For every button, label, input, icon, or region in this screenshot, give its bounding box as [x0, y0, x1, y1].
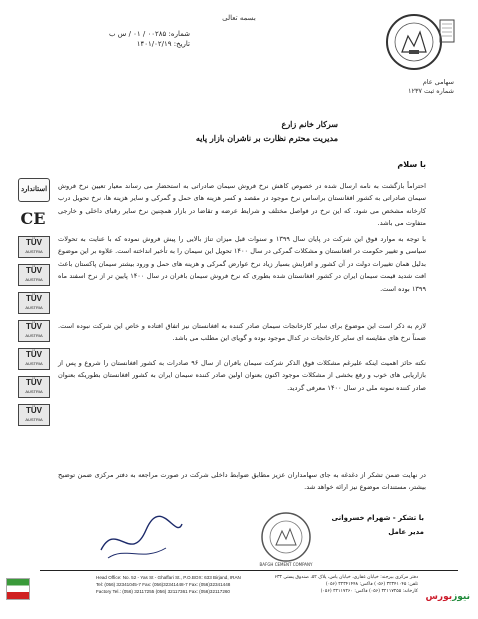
footer-divider	[40, 570, 458, 571]
footer-fa-address: دفتر مرکزی بیرجند: خیابان غفاری، خیابان یاس، پلاک ۵۲، صندوق پستی ۶۳۳	[274, 575, 418, 580]
stamp-line-registration: شماره ثبت ۱۲۳۷	[408, 87, 454, 95]
body-paragraph-3: لازم به ذکر است این موضوع برای سایر کارخانجات سیمان صادر کننده به افغانستان نیز اتفاق افتاده و خاص این شرکت نبوده است. ضمناً نرخ های مقایسه ای سایر کارخانجات در کدال موجود بوده و گویای این مطلب می باشد.	[58, 322, 426, 343]
signatory-name: با تشکر - شهرام خسروانی	[331, 514, 424, 522]
stamp-line-company-type: سهامی عام	[422, 78, 454, 86]
tuv-label: TÜV	[26, 406, 42, 415]
footer-en-address: Head Office: No. 52 - Yas St - Ghaffari St., P.O.BOX: 633 Birjand, IRAN	[96, 575, 241, 580]
body-paragraph-1: احتراماً بازگشت به نامه ارسال شده در خصوص کاهش نرخ فروش سیمان صادراتی به استحضار می رساند معیار تعیین نرخ فروش سیمان صادراتی به کشور افغانستان براساس نرخ موجود در مقصد و کسر هزینه های حمل و گمرکی و سایر هزینه ها، نرخ تحویل درب کارخانه مشخص می شود. که این نرخ در فواصل مختلف و شرایط عرضه و تقاضا در بازار همچنین نرخ سایر رقبای داخلی و خارجی متفاوت می باشد.	[58, 182, 426, 228]
tuv-label: TÜV	[26, 322, 42, 331]
footer-english	[96, 574, 286, 595]
tuv-sub: AUSTRIA	[25, 277, 43, 282]
tuv-mark	[18, 320, 50, 342]
body-paragraph-5: در نهایت ضمن تشکر از دغدغه به جای سهامداران عزیز مطابق ضوابط داخلی شرکت در صورت مراجعه به دفتر مرکزی ضمن توضیح بیشتر، مستندات موضوع نیز ارائه خواهد شد.	[58, 471, 426, 492]
watermark-logo	[425, 592, 470, 602]
tuv-sub: AUSTRIA	[25, 389, 43, 394]
footer-fa-tel: تلفن: ۳۲۳۴۱۰۴۵ (۰۵۶) فاکس: ۳۲۳۴۱۴۴۸ (۰۵۶)	[325, 582, 418, 587]
reference-number: شماره: ۰۰۲۸۵ / ۰۱ / س ب	[108, 30, 190, 38]
company-logo-icon	[376, 12, 458, 74]
tuv-label: TÜV	[26, 266, 42, 275]
tuv-mark	[18, 264, 50, 286]
tuv-mark	[18, 376, 50, 398]
tuv-mark	[18, 236, 50, 258]
tuv-label: TÜV	[26, 350, 42, 359]
iran-flag-icon	[6, 578, 30, 600]
tuv-sub: AUSTRIA	[25, 305, 43, 310]
recipient-title: مدیریت محترم نظارت بر ناشران بازار پایه	[195, 133, 338, 143]
tuv-sub: AUSTRIA	[25, 361, 43, 366]
watermark-part-2: نیوز	[452, 592, 470, 602]
greeting: با سلام	[397, 160, 426, 169]
body-paragraph-4: نکته حائز اهمیت اینکه علیرغم مشکلات فوق الذکر شرکت سیمان بافران از سال ۹۶ صادرات به کشور افغانستان را شروع و پس از بازاریابی های خوب و رفع بخشی از مشکلات موجود اکنون بعنوان اولین صادر کننده سیمان ایران به کشور افغانستان بطوریکه بعنوان صادر کننده نمونه ملی در سال ۱۴۰۰ معرفی گردید.	[58, 359, 426, 392]
iran-standard-mark: استاندارد	[18, 178, 50, 202]
letter-date: تاریخ: ۱۴۰۱/۰۲/۱۹	[136, 40, 190, 48]
signatory-title: مدیر عامل	[388, 528, 424, 536]
tuv-label: TÜV	[26, 294, 42, 303]
tuv-label: TÜV	[26, 378, 42, 387]
footer-persian	[274, 574, 418, 595]
ce-mark: CE	[20, 209, 46, 228]
recipient-block	[138, 117, 338, 145]
body-paragraph-2: با توجه به موارد فوق این شرکت در پایان سال ۱۳۹۹ و سنوات قبل میزان تناژ بالایی را پیش فروش نموده که با عنایت به تحولات سیاسی و تغییر حکومت در افغانستان و مشکلات گمرکی در سال ۱۴۰۰ تحویل این سیمان را به تأخیر انداخته است. علاوه بر این موضوع بدلیل همان تغییرات دولت در آن کشور و افزایش بسیار زیاد نرخ عوارض گمرکی و هزینه های حمل و ورود بیشتر سیمان پاکستان باعث افت شدید قیمت سیمان ایران در کشور افغانستان شده بطوری که نرخ فروش سیمان بافران در سال ۱۴۰۰ پایین تر از نرخ اسفند ماه ۱۳۹۹ بوده است.	[58, 235, 427, 293]
handwritten-signature-icon	[96, 510, 186, 570]
tuv-label: TÜV	[26, 238, 42, 247]
tuv-sub: AUSTRIA	[25, 417, 43, 422]
tuv-sub: AUSTRIA	[25, 249, 43, 254]
tuv-sub: AUSTRIA	[25, 333, 43, 338]
footer-en-factory: Factory Tel.: (056) 32117255 (056) 32117361 Fax: (056)32117260	[96, 589, 230, 594]
reference-block	[68, 29, 190, 49]
tuv-mark	[18, 348, 50, 370]
registration-stamp	[376, 78, 454, 96]
certification-column	[18, 178, 52, 432]
tuv-mark	[18, 292, 50, 314]
tuv-mark	[18, 404, 50, 426]
recipient-name: سرکار خانم زارع	[281, 119, 338, 129]
watermark-part-1: بورس	[425, 592, 453, 602]
footer-en-tel: Tel: (056) 32341045-7 Fax: (056)32341448-7 Fax: (056)32341448	[96, 582, 231, 587]
bismillah-heading: بسمه تعالی	[222, 14, 256, 22]
footer-fa-factory: کارخانه: ۳۲۱۱۷۲۵۵ (۰۵۶) فاکس: ۳۲۱۱۷۲۶۰ (۰۵۶)	[320, 589, 418, 594]
seal-caption: BAFGH CEMENT COMPANY	[259, 562, 313, 567]
